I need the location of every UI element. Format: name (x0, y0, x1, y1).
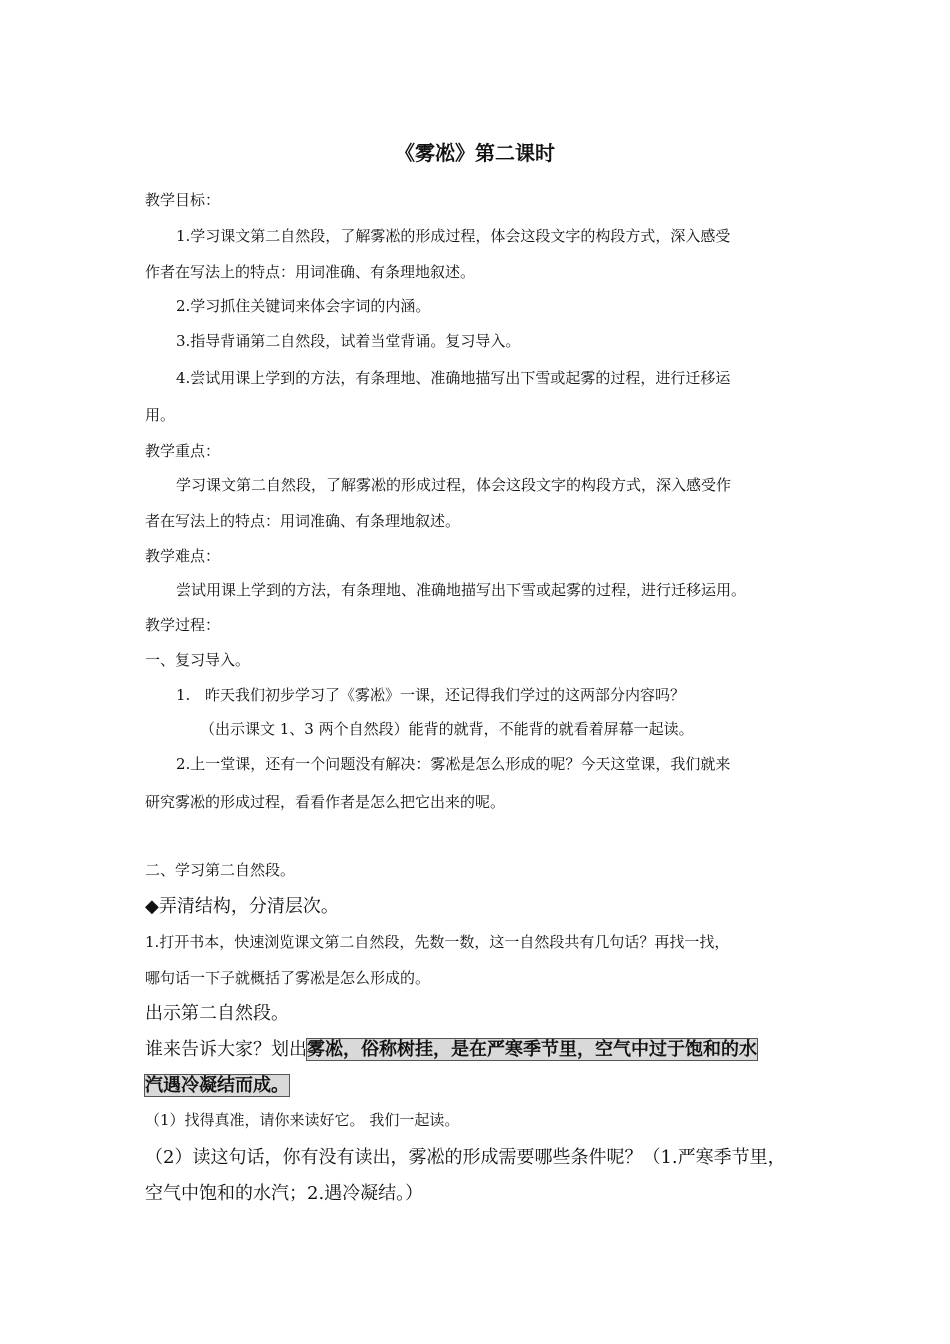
question-1: （1）找得真准，请你来读好它。 我们一起读。 (145, 1111, 460, 1129)
difficulty-heading: 教学难点： (145, 547, 221, 565)
key-heading: 教学重点： (145, 442, 221, 460)
process-heading: 教学过程： (145, 616, 221, 634)
goals-heading: 教学目标： (145, 191, 221, 209)
ask-prefix: 谁来告诉大家？划出 (145, 1039, 307, 1060)
goal-2: 2.学习抓住关键词来体会字词的内涵。 (176, 297, 431, 315)
show-paragraph: 出示第二自然段。 (145, 1003, 289, 1024)
ask-line-2 (145, 1074, 289, 1098)
section-2-heading: 二、学习第二自然段。 (145, 861, 296, 879)
section-1-item-2-line-2: 研究雾凇的形成过程，看看作者是怎么把它出来的呢。 (145, 793, 506, 811)
section-2-item-1-line-2: 哪句话一下子就概括了雾凇是怎么形成的。 (145, 969, 431, 987)
section-1-item-1: 昨天我们初步学习了《雾凇》一课，还记得我们学过的这两部分内容吗？ (205, 686, 686, 704)
section-2-item-1-line-1: 1.打开书本，快速浏览课文第二自然段，先数一数，这一自然段共有几句话？再找一找， (145, 933, 730, 951)
question-2-line-2: 空气中饱和的水汽；2.遇冷凝结。） (145, 1183, 424, 1204)
section-1-heading: 一、复习导入。 (145, 651, 251, 669)
document-title: 《雾凇》第二课时 (395, 141, 555, 165)
goal-4-line-1: 4.尝试用课上学到的方法，有条理地、准确地描写出下雪或起雾的过程，进行迁移运 (176, 369, 731, 387)
section-1-item-1-note: （出示课文 1、3 两个自然段）能背的就背，不能背的就看着屏幕一起读。 (200, 720, 694, 738)
goal-1-line-2: 作者在写法上的特点：用词准确、有条理地叙述。 (145, 263, 476, 281)
goal-4-line-2: 用。 (145, 406, 176, 424)
difficulty-text: 尝试用课上学到的方法，有条理地、准确地描写出下雪或起雾的过程，进行迁移运用。 (176, 581, 747, 599)
highlighted-sentence-part-2: 汽遇冷凝结而成。 (145, 1075, 289, 1096)
goal-3: 3.指导背诵第二自然段，试着当堂背诵。复习导入。 (176, 332, 521, 350)
ask-line-1 (145, 1038, 757, 1062)
structure-bullet: ◆弄清结构，分清层次。 (145, 896, 339, 917)
section-1-item-1-number: 1. (176, 686, 191, 704)
key-line-2: 者在写法上的特点：用词准确、有条理地叙述。 (145, 512, 461, 530)
key-line-1: 学习课文第二自然段，了解雾凇的形成过程，体会这段文字的构段方式，深入感受作 (176, 476, 732, 494)
section-1-item-2-line-1: 2.上一堂课，还有一个问题没有解决：雾凇是怎么形成的呢？今天这堂课，我们就来 (176, 755, 731, 773)
goal-1-line-1: 1.学习课文第二自然段，了解雾凇的形成过程，体会这段文字的构段方式，深入感受 (176, 227, 731, 245)
highlighted-sentence-part-1: 雾凇，俗称树挂，是在严寒季节里，空气中过于饱和的水 (307, 1039, 757, 1060)
question-2-line-1: （2）读这句话，你有没有读出，雾凇的形成需要哪些条件呢？（1.严寒季节里， (145, 1147, 786, 1168)
